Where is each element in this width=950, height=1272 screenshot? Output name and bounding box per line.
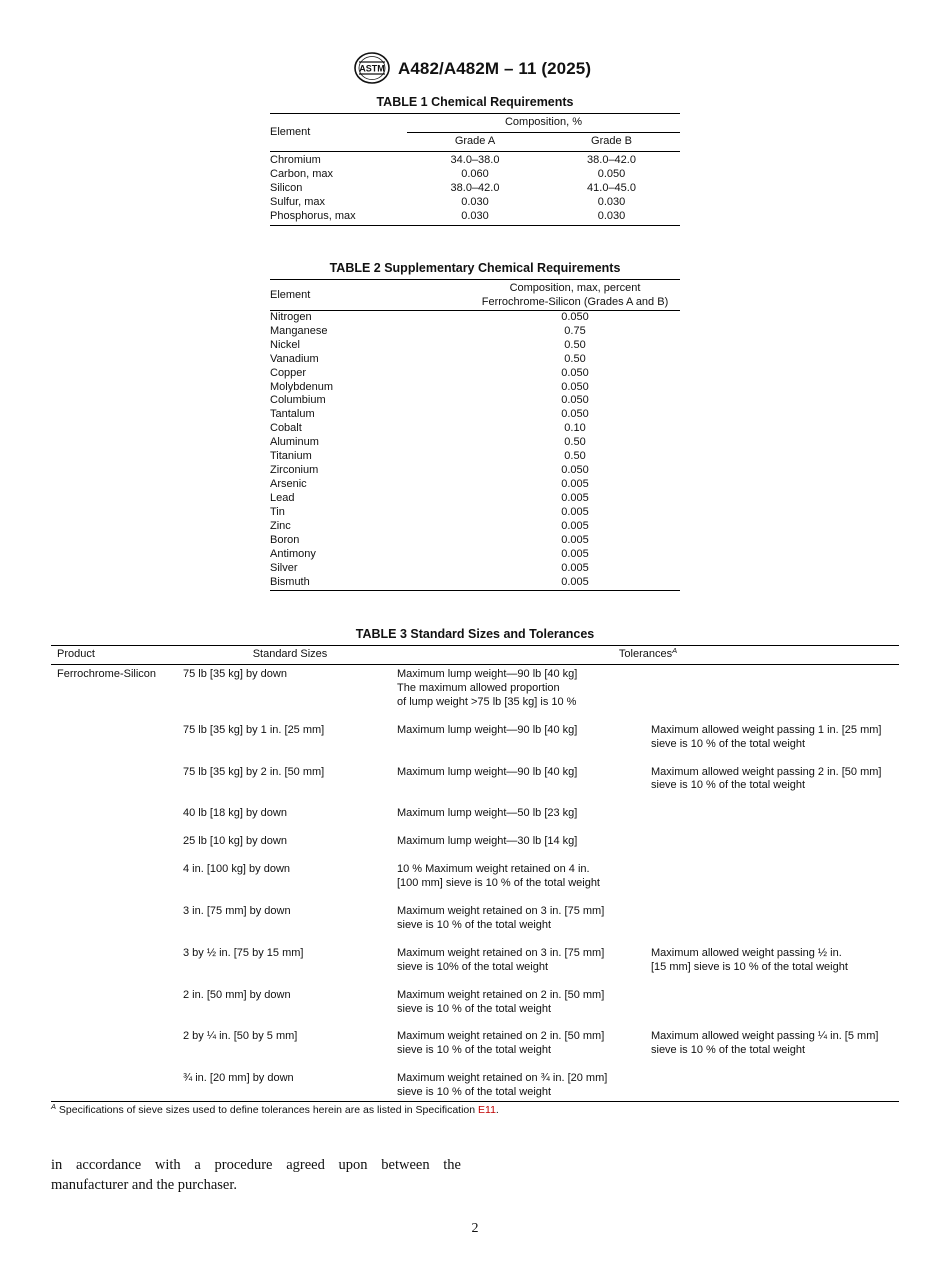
table2-row [270,381,680,395]
table1-cell-element: Phosphorus, max [270,209,356,222]
table2-row [270,436,680,450]
table1-col-grade-a: Grade A [407,133,543,152]
table3-row [51,947,899,989]
table3-tolerance-line: Maximum lump weight—30 lb [14 kg] [397,835,578,848]
table2-row [270,464,680,478]
table3-cell-product [51,905,183,947]
table3-tolerance-line: [15 mm] sieve is 10 % of the total weight [651,960,848,973]
table2-row [270,492,680,506]
table3-cell-size: 75 lb [35 kg] by 1 in. [25 mm] [183,723,325,736]
document-title: A482/A482M – 11 (2025) [398,59,592,78]
table3-tolerance-line: Maximum weight retained on 2 in. [50 mm] [397,988,605,1001]
table2-cell-value: 0.50 [564,450,586,463]
table3-tolerance-line: The maximum allowed proportion [397,681,560,694]
table3-row [51,766,899,808]
table3-cell-tolerance-secondary [651,807,899,835]
table3-cell-tolerance-secondary [651,863,899,905]
table2-row [270,520,680,534]
table2-row [270,394,680,408]
table1-col-composition: Composition, % [407,114,680,133]
table2-row [270,310,680,324]
table3-tolerance-line: 10 % Maximum weight retained on 4 in. [397,863,590,876]
table3-cell-size: 2 by ¼ in. [50 by 5 mm] [183,1030,298,1043]
table1-col-grade-b: Grade B [543,133,680,152]
footnote-marker: A [51,1102,57,1111]
table3-tolerance-line: Maximum lump weight—90 lb [40 kg] [397,723,578,736]
table3-row [51,665,899,724]
table1-cell-grade-b: 0.050 [597,167,626,180]
table1-cell-element: Silicon [270,181,303,194]
table3-tolerance-line: [100 mm] sieve is 10 % of the total weight [397,877,600,890]
table2-cell-element: Nitrogen [270,310,312,323]
table2-cell-element: Lead [270,492,295,504]
table3-tolerance-line: Maximum lump weight—50 lb [23 kg] [397,807,578,820]
table3-tolerance-line: Maximum weight retained on 3 in. [75 mm] [397,946,605,959]
table2-cell-value: 0.50 [564,352,586,365]
table2-cell-value: 0.75 [564,324,586,337]
table3-cell-size: 3 in. [75 mm] by down [183,904,291,917]
table3-cell-tolerance-primary [397,724,651,766]
table3-tolerance-line: Maximum allowed weight passing 2 in. [50 mm] [651,765,882,778]
table1-col-element: Element [270,114,407,152]
table1-row [270,182,680,196]
table3-col-standard-sizes: Standard Sizes [183,646,397,665]
table2-caption: TABLE 2 Supplementary Chemical Requirements [329,261,621,275]
table1-cell-grade-b: 0.030 [597,209,626,222]
page-number: 2 [471,1221,479,1236]
table3-cell-product [51,766,183,808]
table3-row [51,835,899,863]
table3-cell-product [51,947,183,989]
table3-cell-product [51,989,183,1031]
table3-cell-product: Ferrochrome-Silicon [57,668,157,680]
table3-cell-tolerance-secondary [651,947,899,989]
table3-row [51,807,899,835]
table2-col-composition [470,280,680,311]
table3-row [51,1030,899,1072]
table2-col-composition-line1: Composition, max, percent [509,282,641,294]
table2-row [270,353,680,367]
table3-cell-product [51,1030,183,1072]
table2-cell-element: Tantalum [270,408,315,421]
table3-tolerance-line: Maximum allowed weight passing ¼ in. [5 mm] [651,1030,879,1043]
table2-cell-element: Nickel [270,338,300,351]
table2-row [270,408,680,422]
table3-cell-tolerance-secondary [651,1072,899,1101]
table2-cell-value: 0.050 [561,380,589,393]
logo-text: ASTM [359,63,385,74]
table2-row [270,450,680,464]
table1-cell-grade-a: 38.0–42.0 [450,181,500,194]
table2-cell-element: Titanium [270,450,312,463]
table2-row [270,325,680,339]
table3-footnote [51,1104,499,1116]
table2-row [270,576,680,590]
table3-col-product: Product [51,646,183,665]
footnote-reference-link[interactable]: E11 [478,1104,496,1116]
table2-cell-value: 0.50 [564,436,586,449]
table3-cell-tolerance-secondary [651,665,899,724]
table3-cell-tolerance-secondary [651,835,899,863]
table1-row [270,152,680,168]
table3-tolerance-line: sieve is 10 % of the total weight [651,1044,806,1057]
table2-cell-element: Aluminum [270,436,319,449]
table3-cell-tolerance-primary [397,1072,651,1101]
table3-row [51,1072,899,1101]
table3-tolerance-line: sieve is 10 % of the total weight [397,918,552,931]
table2-cell-value: 0.050 [561,464,589,477]
table3-tolerance-line: Maximum weight retained on 3 in. [75 mm] [397,904,605,917]
table3-tolerance-line: Maximum allowed weight passing 1 in. [25 mm] [651,723,882,736]
table3-row [51,989,899,1031]
table2-cell-value: 0.050 [561,366,589,379]
table3-row [51,724,899,766]
table2-row [270,422,680,436]
table3-tolerance-line: Maximum allowed weight passing ½ in. [651,946,842,959]
table3-tolerance-line: Maximum lump weight—90 lb [40 kg] [397,668,578,680]
table3-cell-tolerance-secondary [651,724,899,766]
table3-cell-size: 40 lb [18 kg] by down [183,807,287,820]
table2-cell-value: 0.005 [561,519,589,532]
table3-tolerance-line: sieve is 10 % of the total weight [651,737,806,750]
table3-tolerance-line: sieve is 10 % of the total weight [397,1086,552,1099]
table3-cell-product [51,724,183,766]
table3-cell-product [51,863,183,905]
table1-chemical-requirements [270,113,680,226]
table3-cell-tolerance-primary [397,807,651,835]
table2-cell-value: 0.005 [561,505,589,518]
table2-cell-value: 0.005 [561,547,589,560]
table2-cell-element: Zirconium [270,464,319,477]
table2-cell-value: 0.050 [561,310,589,323]
table1-cell-grade-b: 41.0–45.0 [587,181,636,194]
table3-cell-tolerance-primary [397,905,651,947]
table2-cell-value: 0.005 [561,561,589,574]
table2-cell-value: 0.005 [561,575,589,588]
table2-cell-element: Tin [270,505,285,518]
table1-cell-grade-a: 0.030 [461,195,489,208]
table2-cell-element: Bismuth [270,575,310,588]
table2-cell-value: 0.050 [561,408,589,421]
table3-cell-tolerance-primary [397,766,651,808]
table3-tolerance-line: of lump weight >75 lb [35 kg] is 10 % [397,695,577,708]
table3-col-tolerances [397,646,899,665]
table3-cell-size: 75 lb [35 kg] by 2 in. [50 mm] [183,765,325,778]
table3-tolerance-line: sieve is 10 % of the total weight [397,1044,552,1057]
table3-cell-product [51,1072,183,1101]
table2-col-element: Element [270,280,470,311]
table2-supplementary-chemical-requirements [270,279,680,591]
table2-cell-element: Cobalt [270,422,302,435]
table2-cell-value: 0.005 [561,478,589,491]
table3-cell-tolerance-secondary [651,905,899,947]
table2-cell-value: 0.10 [564,422,586,435]
footnote-end: . [495,1104,499,1116]
table3-tolerance-line: sieve is 10 % of the total weight [397,1002,552,1015]
table1-cell-grade-a: 34.0–38.0 [450,154,500,166]
table1-row [270,210,680,225]
table3-cell-tolerance-secondary [651,989,899,1031]
table2-cell-element: Antimony [270,547,316,560]
table3-cell-tolerance-primary [397,665,651,724]
table3-row [51,863,899,905]
table3-standard-sizes-and-tolerances [51,645,899,1102]
table3-cell-tolerance-secondary [651,1030,899,1072]
table3-tolerance-line: Maximum weight retained on ¾ in. [20 mm] [397,1072,608,1085]
table2-cell-element: Vanadium [270,352,319,365]
table3-cell-product [51,807,183,835]
table2-cell-element: Boron [270,533,300,546]
table3-cell-tolerance-primary [397,947,651,989]
table3-tolerance-line: sieve is 10 % of the total weight [651,779,806,792]
footnote-text: Specifications of sieve sizes used to define tolerances herein are as listed in Specification [56,1104,478,1116]
table2-cell-element: Manganese [270,324,328,337]
table1-cell-element: Sulfur, max [270,195,326,208]
table3-cell-tolerance-primary [397,863,651,905]
table3-cell-size: 3 by ½ in. [75 by 15 mm] [183,946,304,959]
table2-cell-element: Zinc [270,519,291,532]
table3-cell-size: 2 in. [50 mm] by down [183,988,291,1001]
table2-cell-element: Arsenic [270,478,307,491]
table3-cell-tolerance-primary [397,1030,651,1072]
table1-cell-grade-a: 0.060 [461,167,489,180]
table3-cell-product [51,835,183,863]
table3-cell-tolerance-secondary [651,766,899,808]
table3-cell-size: 4 in. [100 kg] by down [183,863,291,876]
table2-row [270,478,680,492]
page-header [0,50,950,90]
table1-row [270,168,680,182]
table1-caption: TABLE 1 Chemical Requirements [376,95,574,109]
table3-cell-size: ¾ in. [20 mm] by down [183,1072,294,1085]
table3-caption: TABLE 3 Standard Sizes and Tolerances [355,627,595,641]
table3-row [51,905,899,947]
table2-row [270,548,680,562]
table1-row [270,196,680,210]
astm-logo-icon [353,52,391,84]
table1-cell-element: Chromium [270,154,321,166]
table3-tolerance-note-marker: A [672,646,678,656]
table2-cell-element: Molybdenum [270,380,333,393]
table2-row [270,339,680,353]
table3-cell-tolerance-primary [397,835,651,863]
body-paragraph: in accordance with a procedure agreed upon between the manufacturer and the purchaser. [51,1157,461,1193]
table2-col-composition-line2: Ferrochrome-Silicon (Grades A and B) [481,295,669,308]
table1-cell-grade-b: 0.030 [597,195,626,208]
table2-cell-value: 0.005 [561,533,589,546]
table3-col-tolerances-label: Tolerances [618,648,673,661]
table3-tolerance-line: Maximum lump weight—90 lb [40 kg] [397,765,578,778]
table3-cell-tolerance-primary [397,989,651,1031]
table2-cell-element: Copper [270,366,307,379]
table2-cell-value: 0.005 [561,492,589,504]
table2-row [270,367,680,381]
table2-row [270,506,680,520]
table3-cell-size: 25 lb [10 kg] by down [183,835,287,848]
table2-cell-value: 0.50 [564,338,586,351]
table2-cell-element: Silver [270,561,298,574]
table2-cell-element: Columbium [270,394,326,407]
table1-cell-element: Carbon, max [270,167,333,180]
table3-tolerance-line: Maximum weight retained on 2 in. [50 mm] [397,1030,605,1043]
table2-cell-value: 0.050 [561,394,589,407]
table2-row [270,562,680,576]
table3-tolerance-line: sieve is 10% of the total weight [397,960,549,973]
table1-cell-grade-b: 38.0–42.0 [587,154,636,166]
table2-row [270,534,680,548]
table1-cell-grade-a: 0.030 [461,209,489,222]
table3-cell-size: 75 lb [35 kg] by down [183,668,287,680]
